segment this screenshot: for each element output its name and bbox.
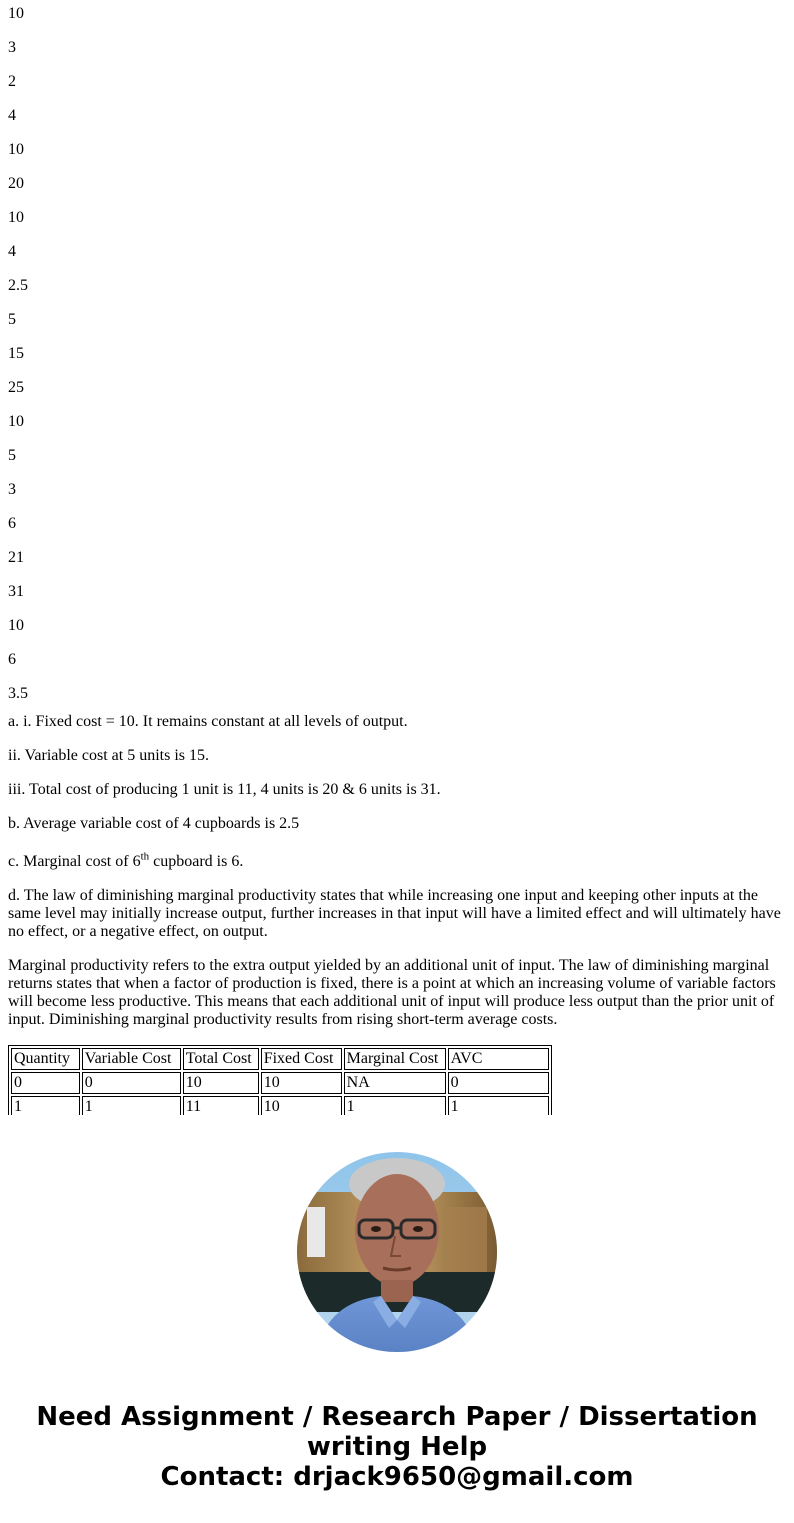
list-item: 5 bbox=[8, 311, 16, 328]
table-cell: 0 bbox=[82, 1072, 181, 1094]
list-item: 5 bbox=[8, 447, 16, 464]
answer-c bbox=[8, 850, 786, 871]
table-cell: NA bbox=[344, 1072, 446, 1094]
author-photo-illustration bbox=[297, 1152, 497, 1352]
table-cell: 0 bbox=[11, 1072, 80, 1094]
list-item: 10 bbox=[8, 141, 24, 158]
answer-c-superscript: th bbox=[140, 850, 150, 863]
promo-line-2: writing Help bbox=[306, 1432, 488, 1462]
table-row bbox=[11, 1072, 549, 1094]
list-item: 2 bbox=[8, 73, 16, 90]
list-item: 31 bbox=[8, 583, 24, 600]
list-item: 3 bbox=[8, 39, 16, 56]
list-item: 20 bbox=[8, 175, 24, 192]
list-item: 10 bbox=[8, 617, 24, 634]
answer-c-text-end: cupboard is 6. bbox=[149, 853, 244, 870]
table-cell: 10 bbox=[261, 1072, 342, 1094]
list-item: 15 bbox=[8, 345, 24, 362]
value-list bbox=[8, 0, 786, 713]
table-header-cell: Variable Cost bbox=[82, 1048, 181, 1070]
list-item: 4 bbox=[8, 243, 16, 260]
list-item: 6 bbox=[8, 515, 16, 532]
table-cell: 1 bbox=[448, 1096, 549, 1115]
list-item: 25 bbox=[8, 379, 24, 396]
list-item: 2.5 bbox=[8, 277, 28, 294]
answer-a-iii: iii. Total cost of producing 1 unit is 11, 4 units is 20 & 6 units is 31. bbox=[8, 781, 441, 798]
table-cell: 10 bbox=[261, 1096, 342, 1115]
list-item: 21 bbox=[8, 549, 24, 566]
cost-table bbox=[8, 1045, 552, 1115]
answer-c-text: c. Marginal cost of 6 bbox=[8, 853, 141, 870]
table-cell: 11 bbox=[183, 1096, 259, 1115]
author-avatar bbox=[297, 1152, 497, 1352]
list-item: 10 bbox=[8, 209, 24, 226]
list-item: 6 bbox=[8, 651, 16, 668]
list-item: 3.5 bbox=[8, 685, 28, 702]
table-header-cell: Total Cost bbox=[183, 1048, 259, 1070]
promo-contact[interactable]: Contact: drjack9650@gmail.com bbox=[160, 1462, 634, 1492]
table-cell: 1 bbox=[11, 1096, 80, 1115]
table-cell: 0 bbox=[448, 1072, 549, 1094]
list-item: 4 bbox=[8, 107, 16, 124]
table-cell: 10 bbox=[183, 1072, 259, 1094]
table-header-cell: Quantity bbox=[11, 1048, 80, 1070]
cost-table-container bbox=[8, 1045, 552, 1115]
promo-banner bbox=[0, 1402, 794, 1492]
list-item: 10 bbox=[8, 5, 24, 22]
table-header-row bbox=[11, 1048, 549, 1070]
list-item: 3 bbox=[8, 481, 16, 498]
answer-d: d. The law of diminishing marginal productivity states that while increasing one input and keeping other inputs at the same level may initially increase output, further increases in that input will have a limited effect and will ultimately have no effect, or a negative effect, on output. bbox=[8, 887, 781, 940]
table-cell: 1 bbox=[82, 1096, 181, 1115]
answers-section bbox=[8, 713, 786, 1029]
explanation-paragraph: Marginal productivity refers to the extra output yielded by an additional unit of input. The law of diminishing marginal returns states that when a factor of production is fixed, there is a point at which an increasing volume of variable factors will become less productive. This means that each additional unit of input will produce less output than the prior unit of input. Diminishing marginal productivity results from rising short-term average costs. bbox=[8, 957, 776, 1028]
table-header-cell: Marginal Cost bbox=[344, 1048, 446, 1070]
answer-a-i: a. i. Fixed cost = 10. It remains constant at all levels of output. bbox=[8, 713, 408, 730]
table-row bbox=[11, 1096, 549, 1115]
promo-line-1: Need Assignment / Research Paper / Dissertation bbox=[36, 1402, 758, 1432]
table-header-cell: AVC bbox=[448, 1048, 549, 1070]
list-item: 10 bbox=[8, 413, 24, 430]
table-header-cell: Fixed Cost bbox=[261, 1048, 342, 1070]
table-cell: 1 bbox=[344, 1096, 446, 1115]
answer-a-ii: ii. Variable cost at 5 units is 15. bbox=[8, 747, 210, 764]
answer-b: b. Average variable cost of 4 cupboards is 2.5 bbox=[8, 815, 300, 832]
